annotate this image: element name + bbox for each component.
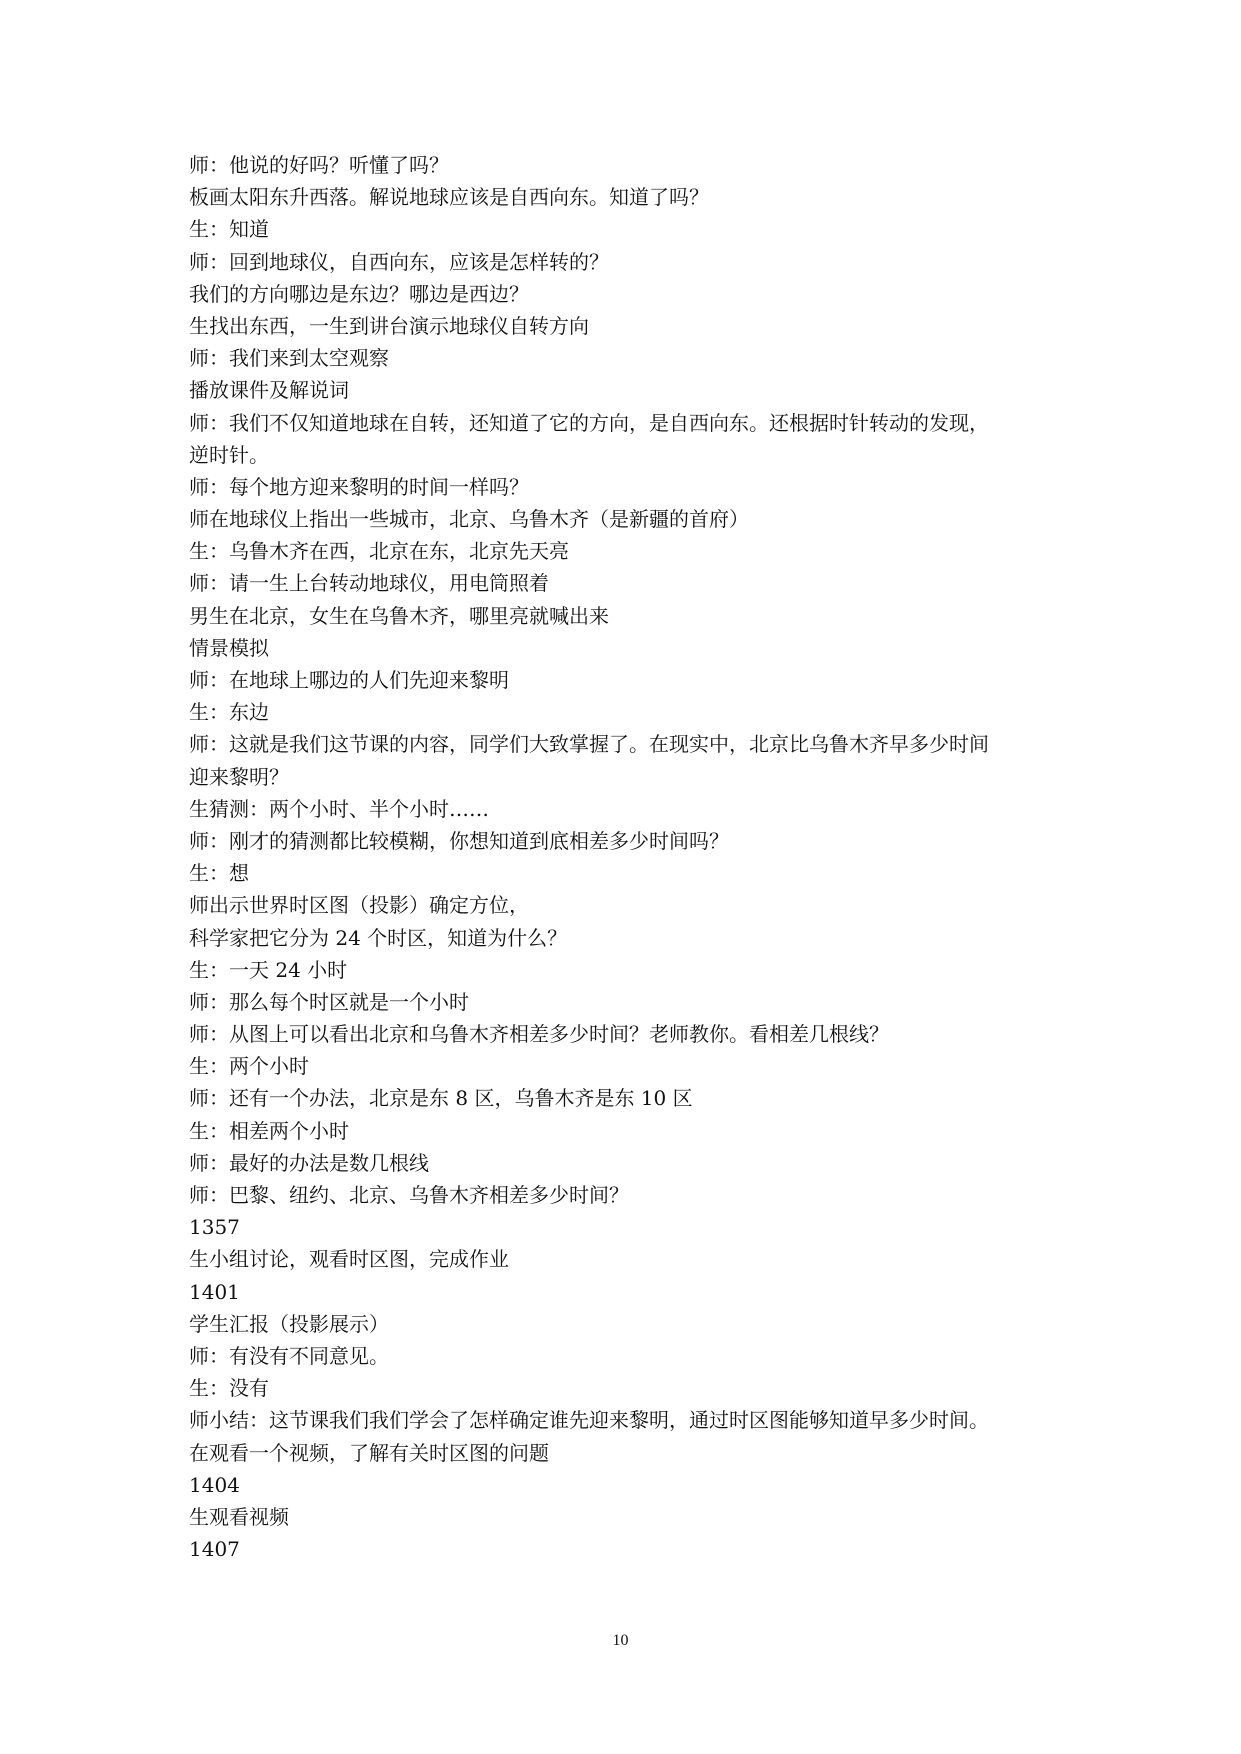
text-line: 科学家把它分为 24 个时区，知道为什么？ (189, 925, 568, 950)
text-line: 师：还有一个办法，北京是东 8 区，乌鲁木齐是东 10 区 (189, 1086, 693, 1111)
text-line: 生猜测：两个小时、半个小时…… (189, 796, 489, 821)
text-line: 迎来黎明？ (189, 764, 289, 789)
text-line: 生：东边 (189, 700, 269, 725)
text-line: 师：这就是我们这节课的内容，同学们大致掌握了。在现实中，北京比乌鲁木齐早多少时间 (189, 732, 989, 757)
text-line: 师：从图上可以看出北京和乌鲁木齐相差多少时间？老师教你。看相差几根线？ (189, 1022, 889, 1047)
text-line: 生：知道 (189, 217, 269, 242)
text-line: 师：在地球上哪边的人们先迎来黎明 (189, 668, 509, 692)
text-line: 生：乌鲁木齐在西，北京在东，北京先天亮 (189, 539, 569, 564)
text-line: 师：有没有不同意见。 (189, 1343, 389, 1368)
text-line: 男生在北京，女生在乌鲁木齐，哪里亮就喊出来 (189, 603, 609, 628)
text-line: 板画太阳东升西落。解说地球应该是自西向东。知道了吗？ (189, 185, 709, 210)
text-line: 生：两个小时 (189, 1054, 309, 1079)
text-line: 师：那么每个时区就是一个小时 (189, 989, 469, 1014)
text-line: 生找出东西，一生到讲台演示地球仪自转方向 (189, 313, 589, 338)
document-body (189, 149, 1069, 1565)
text-line: 师：我们来到太空观察 (189, 346, 389, 371)
text-line: 生：没有 (189, 1376, 269, 1401)
timestamp-line: 1404 (189, 1472, 240, 1497)
page-number: 10 (612, 1632, 629, 1649)
text-line: 生小组讨论，观看时区图，完成作业 (189, 1247, 509, 1272)
text-line: 师：请一生上台转动地球仪，用电筒照着 (189, 571, 549, 596)
timestamp-line: 1357 (189, 1215, 240, 1240)
text-line: 播放课件及解说词 (189, 378, 349, 403)
text-line: 师：巴黎、纽约、北京、乌鲁木齐相差多少时间？ (189, 1183, 629, 1207)
timestamp-line: 1401 (189, 1279, 240, 1304)
text-line: 我们的方向哪边是东边？哪边是西边？ (189, 281, 529, 306)
text-line: 师：刚才的猜测都比较模糊，你想知道到底相差多少时间吗？ (189, 828, 729, 853)
text-line: 学生汇报（投影展示） (189, 1311, 389, 1336)
text-line: 师出示世界时区图（投影）确定方位， (189, 893, 529, 918)
text-line: 生：相差两个小时 (189, 1118, 349, 1143)
text-line: 生观看视频 (189, 1504, 289, 1529)
text-line: 情景模拟 (189, 635, 269, 660)
text-line: 在观看一个视频，了解有关时区图的问题 (189, 1440, 549, 1465)
text-line: 师：他说的好吗？听懂了吗？ (189, 153, 449, 177)
text-line: 生：想 (189, 861, 249, 886)
text-line: 师：我们不仅知道地球在自转，还知道了它的方向，是自西向东。还根据时针转动的发现， (189, 410, 989, 435)
text-line: 师在地球仪上指出一些城市，北京、乌鲁木齐（是新疆的首府） (189, 507, 749, 532)
text-line: 师小结：这节课我们我们学会了怎样确定谁先迎来黎明，通过时区图能够知道早多少时间。 (189, 1408, 989, 1433)
text-line: 师：最好的办法是数几根线 (189, 1150, 429, 1175)
text-line: 师：回到地球仪，自西向东，应该是怎样转的？ (189, 249, 609, 274)
timestamp-line: 1407 (189, 1537, 240, 1562)
text-line: 师：每个地方迎来黎明的时间一样吗？ (189, 474, 529, 499)
text-line: 逆时针。 (189, 442, 269, 467)
text-line: 生：一天 24 小时 (189, 957, 348, 982)
